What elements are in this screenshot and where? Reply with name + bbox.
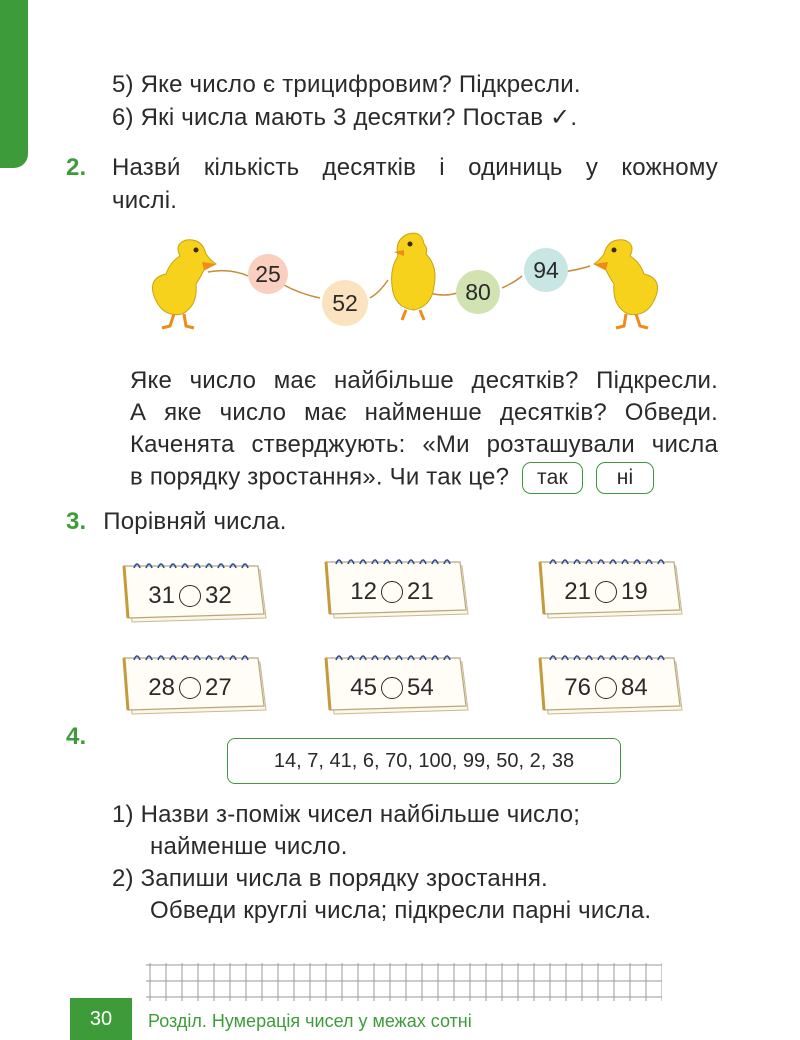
- task2-question1: Яке число має найбільше десятків? Підкресли.: [130, 367, 718, 394]
- compare-left: 76: [564, 674, 591, 701]
- answer-no-button[interactable]: ні: [596, 462, 655, 494]
- compare-left: 31: [148, 582, 175, 609]
- compare-right: 19: [621, 578, 648, 605]
- compare-card: [322, 648, 470, 718]
- task4-number: 4.: [66, 723, 87, 750]
- task3-title: Порівняй числа.: [103, 508, 287, 535]
- task4-item2: 2) Запиши числа в порядку зростання.: [112, 865, 548, 892]
- task2-instruction-line1: Назви́ кількість десятків і одиниць у кожному: [112, 154, 718, 181]
- task2-question4: в порядку зростання». Чи так це?: [130, 463, 510, 491]
- compare-card: [536, 552, 684, 622]
- edge-color-tab: [0, 0, 28, 168]
- compare-right: 84: [621, 674, 648, 701]
- compare-card: [322, 552, 470, 622]
- task2-number: 2.: [66, 154, 87, 181]
- task4-item1: 1) Назви з-поміж чисел найбільше число;: [112, 801, 581, 828]
- compare-card: [120, 648, 268, 718]
- ducks-illustration: [130, 232, 690, 332]
- compare-circle[interactable]: [179, 585, 201, 607]
- task2-question3: Каченята стверджують: «Ми розташували числа: [130, 431, 718, 458]
- number-list: 14, 7, 41, 6, 70, 100, 99, 50, 2, 38: [273, 749, 575, 772]
- page-number-text: 30: [89, 1008, 113, 1030]
- task2-instruction-line2: числі.: [112, 187, 178, 214]
- compare-left: 45: [350, 674, 377, 701]
- task2-number-line: [66, 153, 86, 183]
- compare-right: 27: [205, 674, 232, 701]
- page-number: [70, 998, 132, 1040]
- compare-right: 21: [407, 578, 434, 605]
- compare-left: 21: [564, 578, 591, 605]
- duck-icon: [380, 226, 442, 322]
- task1-item6: 6) Які числа мають 3 десятки? Постав ✓.: [112, 104, 578, 131]
- compare-right: 54: [407, 674, 434, 701]
- compare-card: [536, 648, 684, 718]
- compare-circle[interactable]: [381, 677, 403, 699]
- answer-yes-button[interactable]: так: [522, 462, 583, 494]
- duck-icon: [592, 234, 670, 330]
- task2-question4-row: [130, 462, 654, 494]
- compare-circle[interactable]: [381, 581, 403, 603]
- duck-number: 25: [248, 254, 288, 294]
- duck-number: 80: [456, 270, 500, 314]
- task4-heading: [66, 722, 86, 752]
- compare-circle[interactable]: [595, 677, 617, 699]
- writing-grid[interactable]: [146, 963, 662, 1003]
- duck-number: 94: [524, 248, 568, 292]
- compare-card: [120, 556, 268, 626]
- compare-circle[interactable]: [595, 581, 617, 603]
- task2-question2: А яке число має найменше десятків? Обведи.: [130, 399, 718, 426]
- task3-number: 3.: [66, 508, 87, 535]
- duck-number: 52: [322, 280, 368, 326]
- task1-item5: 5) Яке число є трицифровим? Підкресли.: [112, 71, 581, 98]
- task4-item1-cont: найменше число.: [150, 833, 348, 860]
- section-title: Розділ. Нумерація чисел у межах сотні: [148, 1011, 472, 1031]
- compare-left: 12: [350, 578, 377, 605]
- number-list-box: [227, 738, 621, 784]
- compare-circle[interactable]: [179, 677, 201, 699]
- task3-heading: [66, 507, 287, 537]
- compare-right: 32: [205, 582, 232, 609]
- compare-left: 28: [148, 674, 175, 701]
- task4-item2-cont: Обведи круглі числа; підкресли парні числа.: [150, 897, 652, 924]
- duck-icon: [140, 234, 218, 330]
